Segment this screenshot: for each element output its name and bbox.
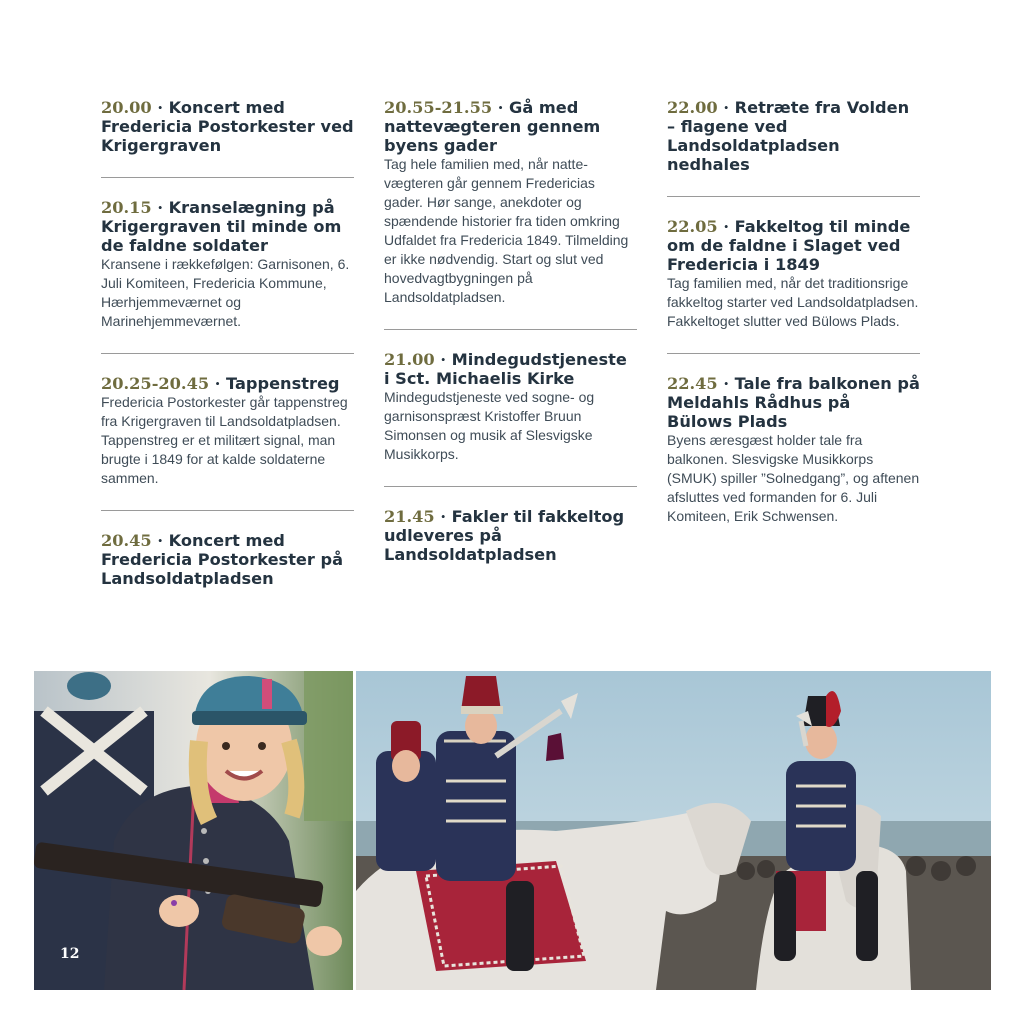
event-title: Tappenstreg bbox=[226, 374, 340, 393]
event-time: 20.45 bbox=[101, 531, 152, 550]
event-time: 22.05 bbox=[667, 217, 718, 236]
event-separator: · bbox=[717, 374, 735, 393]
event-heading bbox=[384, 350, 637, 388]
event-title: Gå med nattevægteren gennem byens gader bbox=[384, 98, 601, 155]
event-body: Fredericia Postorkester går tappenstreg fra Krigergraven til Landsoldatpladsen. Tappenstreg er et militært signal, man brugte i 1849 for at kalde soldaterne sammen. bbox=[101, 394, 348, 486]
event-title: Retræte fra Volden – flagene ved Landsoldatpladsen nedhales bbox=[667, 98, 910, 174]
event-title: Koncert med Fredericia Postorkester ved Krigergraven bbox=[101, 98, 354, 155]
photo-mounted-trumpeters bbox=[356, 671, 991, 990]
photo-child-soldier bbox=[34, 671, 353, 990]
event-separator: · bbox=[151, 198, 169, 217]
page-number: 12 bbox=[60, 946, 80, 962]
event-heading bbox=[667, 217, 920, 274]
event-title: Fakler til fakkeltog udleveres på Landsoldatpladsen bbox=[384, 507, 625, 564]
event-2000 bbox=[101, 98, 354, 155]
event-2245 bbox=[667, 374, 920, 526]
event-heading bbox=[384, 98, 637, 155]
event-title: Mindegudstjeneste i Sct. Michaelis Kirke bbox=[384, 350, 627, 388]
divider bbox=[667, 353, 920, 354]
event-2025 bbox=[101, 374, 354, 488]
event-heading bbox=[667, 374, 920, 431]
event-body: Tag hele familien med, når nattevægteren går gennem Fredericias gader. Hør sange, anekdoter og spændende historier fra tiden omkring Udfaldet fra Fredericia 1849. Tilmelding er ikke nødvendig. Start og slut ved hovedvagtbygningen på Landsoldatpladsen. bbox=[384, 156, 629, 305]
column-3 bbox=[667, 98, 920, 526]
event-time: 22.45 bbox=[667, 374, 718, 393]
event-body: Kransene i rækkefølgen: Garnisonen, 6. Juli Komiteen, Fredericia Kommune, Hærhjemmeværnet og Marinehjemmeværnet. bbox=[101, 256, 350, 329]
event-heading bbox=[101, 531, 354, 588]
event-heading bbox=[384, 507, 637, 564]
divider bbox=[101, 177, 354, 178]
event-time: 20.15 bbox=[101, 198, 152, 217]
event-2055 bbox=[384, 98, 637, 307]
event-heading bbox=[667, 98, 920, 174]
event-2200 bbox=[667, 98, 920, 174]
event-2015 bbox=[101, 198, 354, 331]
event-time: 21.00 bbox=[384, 350, 435, 369]
event-title: Fakkeltog til minde om de faldne i Slaget ved Fredericia i 1849 bbox=[667, 217, 911, 274]
event-time: 22.00 bbox=[667, 98, 718, 117]
event-heading bbox=[101, 98, 354, 155]
column-1 bbox=[101, 98, 354, 588]
divider bbox=[101, 353, 354, 354]
event-heading bbox=[101, 198, 354, 255]
divider bbox=[384, 329, 637, 330]
event-2045 bbox=[101, 531, 354, 588]
divider bbox=[384, 486, 637, 487]
event-body: Byens æresgæst holder tale fra balkonen. Slesvigske Musikkorps (SMUK) spiller ”Solnedgang”, og aftenen afsluttes ved formanden for 6. Juli Komiteen, Erik Schwensen. bbox=[667, 432, 920, 524]
event-time: 20.00 bbox=[101, 98, 152, 117]
event-separator: · bbox=[151, 98, 169, 117]
event-separator: · bbox=[151, 531, 169, 550]
event-separator: · bbox=[434, 350, 452, 369]
event-2145 bbox=[384, 507, 637, 564]
event-2205 bbox=[667, 217, 920, 331]
event-heading bbox=[101, 374, 354, 393]
event-separator: · bbox=[209, 374, 227, 393]
event-separator: · bbox=[717, 98, 735, 117]
event-title: Kranselægning på Krigergraven til minde om de faldne soldater bbox=[101, 198, 342, 255]
event-title: Koncert med Fredericia Postorkester på Landsoldatpladsen bbox=[101, 531, 344, 588]
event-time: 20.25-20.45 bbox=[101, 374, 210, 393]
event-separator: · bbox=[492, 98, 510, 117]
event-title: Tale fra balkonen på Meldahls Rådhus på Bülows Plads bbox=[667, 374, 920, 431]
event-2100 bbox=[384, 350, 637, 464]
divider bbox=[667, 196, 920, 197]
divider bbox=[101, 510, 354, 511]
event-separator: · bbox=[434, 507, 452, 526]
event-body: Mindegudstjeneste ved sogne- og garnisonspræst Kristoffer Bruun Simonsen og musik af Slesvigske Musikkorps. bbox=[384, 389, 595, 462]
event-separator: · bbox=[717, 217, 735, 236]
column-2 bbox=[384, 98, 637, 564]
event-body: Tag familien med, når det traditionsrige fakkeltog starter ved Landsoldatpladsen. Fakkeltoget slutter ved Bülows Plads. bbox=[667, 275, 919, 329]
event-time: 20.55-21.55 bbox=[384, 98, 493, 117]
event-time: 21.45 bbox=[384, 507, 435, 526]
